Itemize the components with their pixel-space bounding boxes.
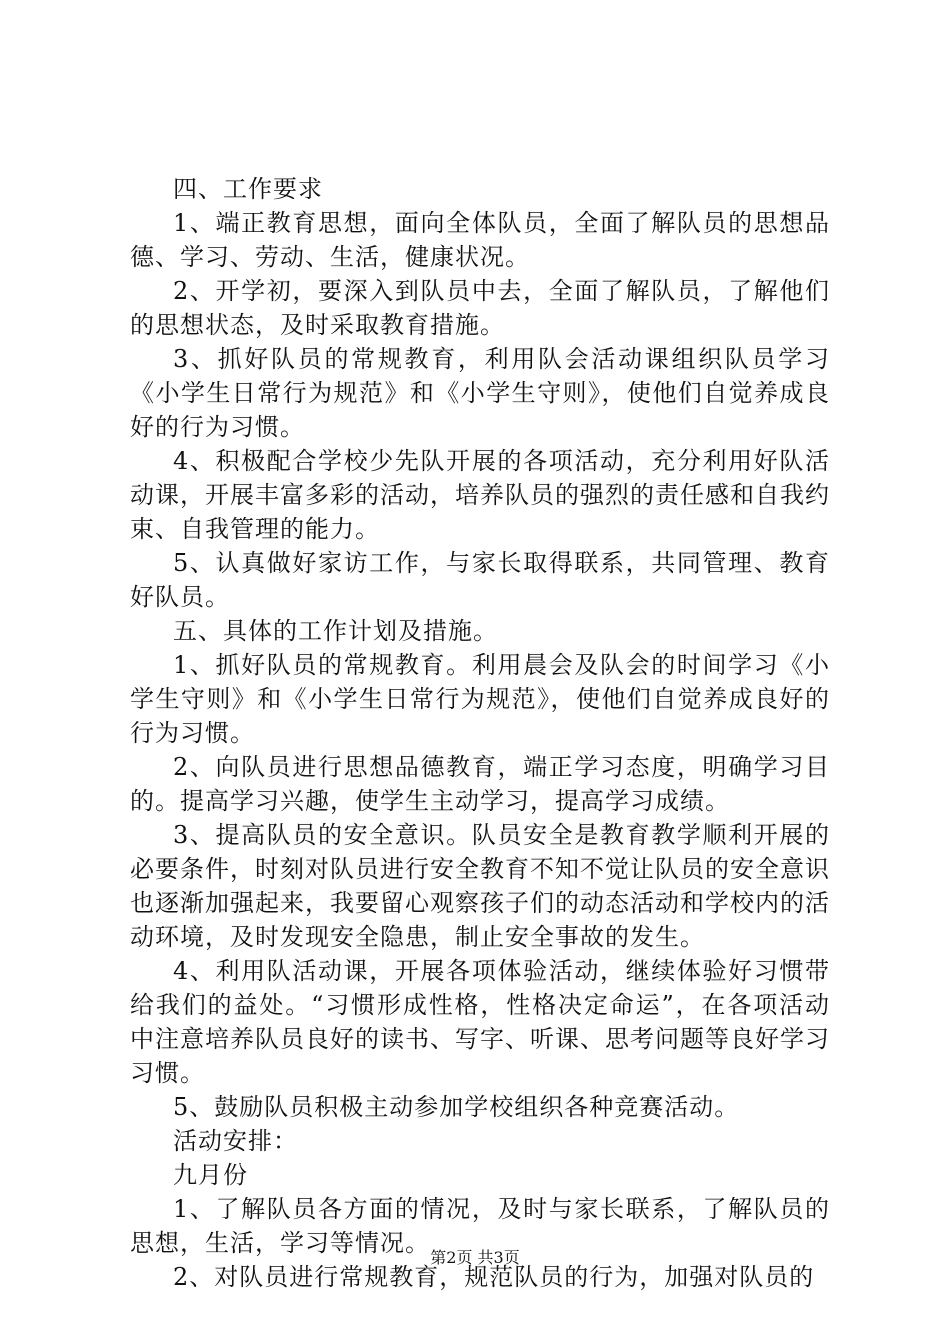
document-body: [130, 172, 830, 1294]
section-heading-plan: 五、具体的工作计划及措施。: [173, 617, 498, 645]
month-heading: 九月份: [173, 1161, 248, 1189]
page-footer: 第2页 共3页: [430, 1248, 520, 1267]
paragraph: 2、向队员进行思想品德教育，端正学习态度，明确学习目的。提高学习兴趣，使学生主动学习，提高学习成绩。: [130, 753, 830, 815]
paragraph: 5、鼓励队员积极主动参加学校组织各种竞赛活动。: [173, 1093, 740, 1121]
paragraph: 3、提高队员的安全意识。队员安全是教育教学顺利开展的必要条件，时刻对队员进行安全教育不知不觉让队员的安全意识也逐渐加强起来，我要留心观察孩子们的动态活动和学校内的活动环境，及时发现安全隐患，制止安全事故的发生。: [130, 821, 830, 951]
paragraph: 2、开学初，要深入到队员中去，全面了解队员，了解他们的思想状态，及时采取教育措施。: [130, 277, 830, 339]
paragraph: 1、抓好队员的常规教育。利用晨会及队会的时间学习《小学生守则》和《小学生日常行为规范》，使他们自觉养成良好的行为习惯。: [130, 651, 830, 747]
paragraph: 2、对队员进行常规教育，规范队员的行为，加强对队员的: [173, 1263, 815, 1291]
activity-heading: 活动安排：: [173, 1127, 298, 1155]
paragraph: 4、积极配合学校少先队开展的各项活动，充分利用好队活动课，开展丰富多彩的活动，培养队员的强烈的责任感和自我约束、自我管理的能力。: [130, 447, 830, 543]
paragraph: 5、认真做好家访工作，与家长取得联系，共同管理、教育好队员。: [130, 549, 830, 611]
section-heading-requirements: 四、工作要求: [173, 175, 323, 203]
paragraph: 4、利用队活动课，开展各项体验活动，继续体验好习惯带给我们的益处。“习惯形成性格，性格决定命运”，在各项活动中注意培养队员良好的读书、写字、听课、思考问题等良好学习习惯。: [130, 957, 830, 1087]
paragraph: 1、了解队员各方面的情况，及时与家长联系，了解队员的思想，生活，学习等情况。: [130, 1195, 830, 1257]
paragraph: 1、端正教育思想，面向全体队员，全面了解队员的思想品德、学习、劳动、生活，健康状况。: [130, 209, 830, 271]
paragraph: 3、抓好队员的常规教育，利用队会活动课组织队员学习《小学生日常行为规范》和《小学生守则》，使他们自觉养成良好的行为习惯。: [130, 345, 830, 441]
